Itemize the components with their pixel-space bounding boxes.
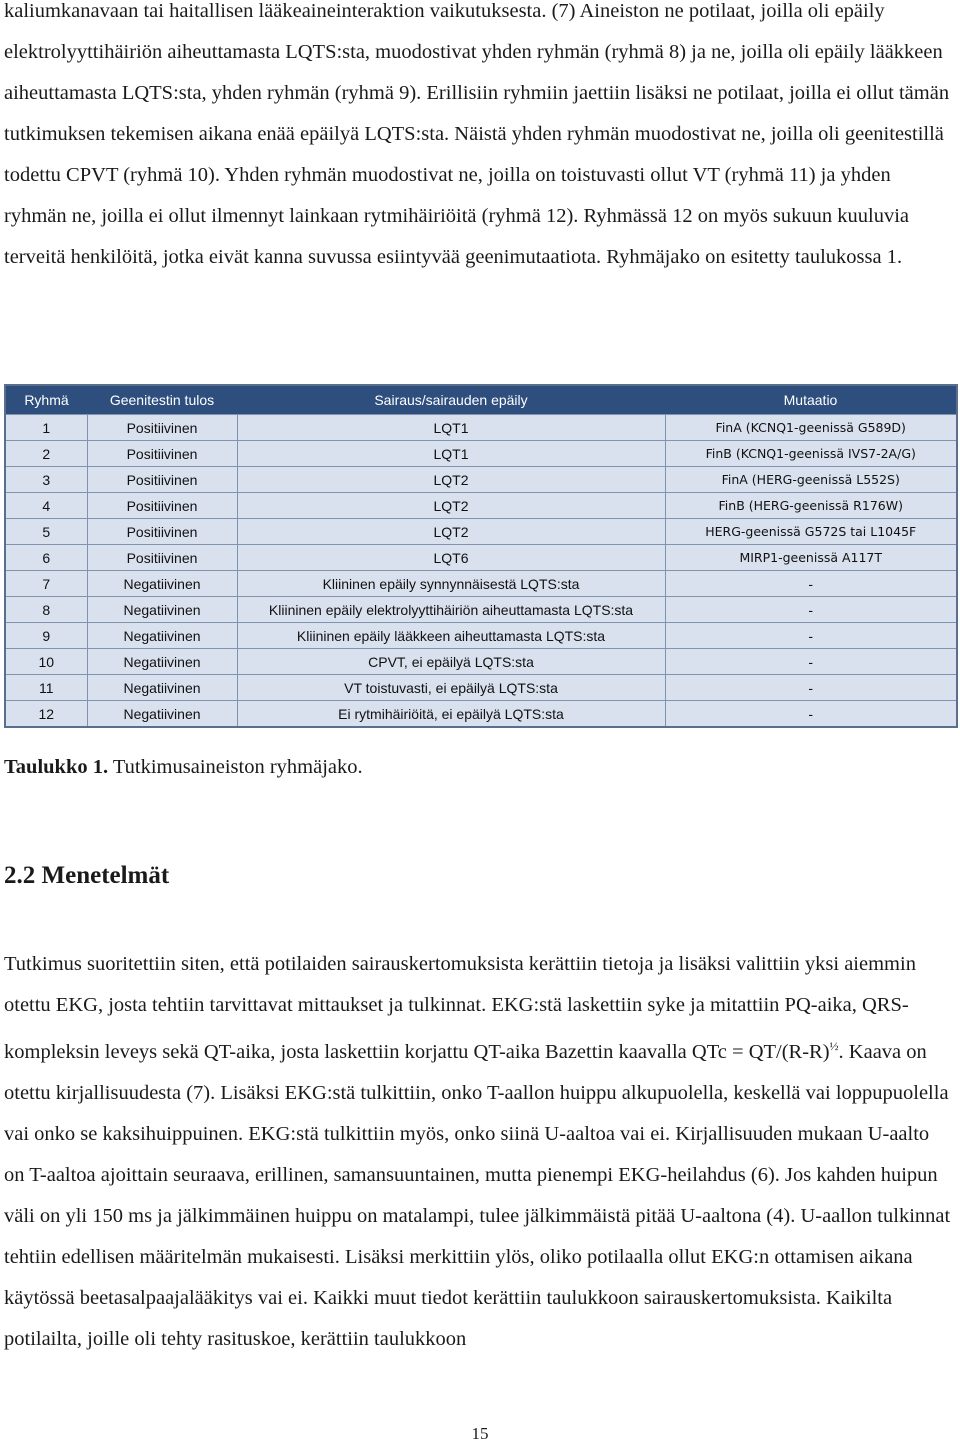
table-row: [5, 623, 957, 649]
cell-sairaus: LQT1: [237, 415, 665, 441]
group-table-container: [4, 384, 956, 728]
methods-text-part2: . Kaava on otettu kirjallisuudesta (7). Lisäksi EKG:stä tulkittiin, onko T-aallon huippu alkupuolella, keskellä vai loppupuolella vai onko se kaksihuippuinen. EKG:stä tulkittiin myös, onko siinä U-aaltoa vai ei. Kirjallisuuden mukaan U-aalto on T-aaltoa ajoittain seuraava, erillinen, samansuuntainen, mutta pienempi EKG-heilahdus (6). Jos kahden huipun väli on yli 150 ms ja jälkimmäinen huippu on matalampi, tulee jälkimmäistä pitää U-aaltona (4). U-aallon tulkinnat tehtiin edellisen määritelmän mukaisesti. Lisäksi merkittiin ylös, oliko potilaalla ollut EKG:n ottamisen aikana käytössä beetasalpaajalääkitys vai ei. Kaikki muut tiedot kerättiin taulukkoon sairauskertomuksista. Kaikilta potilailta, joille oli tehty rasituskoe, kerättiin taulukkoon: [4, 1040, 951, 1350]
cell-ryhma: 8: [5, 597, 87, 623]
cell-ryhma: 12: [5, 701, 87, 728]
table-row: [5, 493, 957, 519]
caption-text: Tutkimusaineiston ryhmäjako.: [108, 756, 363, 778]
header-sairaus: Sairaus/sairauden epäily: [237, 385, 665, 415]
cell-ryhma: 7: [5, 571, 87, 597]
table-row: [5, 415, 957, 441]
table-header-row: [5, 385, 957, 415]
header-mutaatio: Mutaatio: [665, 385, 957, 415]
cell-mutaatio: -: [665, 623, 957, 649]
cell-mutaatio: -: [665, 701, 957, 728]
formula-superscript: ½: [829, 1039, 839, 1053]
cell-mutaatio: HERG-geenissä G572S tai L1045F: [665, 519, 957, 545]
cell-geenitestin-tulos: Negatiivinen: [87, 649, 237, 675]
cell-sairaus: LQT2: [237, 493, 665, 519]
cell-mutaatio: -: [665, 597, 957, 623]
methods-text-part1: Tutkimus suoritettiin siten, että potilaiden sairauskertomuksista kerättiin tietoja ja lisäksi valittiin yksi aiemmin otettu EKG, josta tehtiin tarvittavat mittaukset ja tulkinnat. EKG:stä laskettiin syke ja mitattiin PQ-aika, QRS-kompleksin leveys sekä QT-aika, josta laskettiin korjattu QT-aika Bazettin kaavalla QTc = QT/(R-R): [4, 953, 916, 1063]
cell-sairaus: LQT6: [237, 545, 665, 571]
table-body: [5, 415, 957, 728]
cell-geenitestin-tulos: Negatiivinen: [87, 571, 237, 597]
cell-sairaus: Ei rytmihäiriöitä, ei epäilyä LQTS:sta: [237, 701, 665, 728]
cell-sairaus: LQT1: [237, 441, 665, 467]
table-row: [5, 649, 957, 675]
cell-mutaatio: FinB (KCNQ1-geenissä IVS7-2A/G): [665, 441, 957, 467]
cell-geenitestin-tulos: Negatiivinen: [87, 597, 237, 623]
section-heading: 2.2 Menetelmät: [4, 862, 170, 889]
cell-geenitestin-tulos: Negatiivinen: [87, 675, 237, 701]
cell-geenitestin-tulos: Negatiivinen: [87, 701, 237, 728]
cell-sairaus: Kliininen epäily lääkkeen aiheuttamasta LQTS:sta: [237, 623, 665, 649]
cell-mutaatio: -: [665, 649, 957, 675]
cell-mutaatio: -: [665, 571, 957, 597]
cell-ryhma: 9: [5, 623, 87, 649]
cell-sairaus: LQT2: [237, 519, 665, 545]
cell-mutaatio: FinA (HERG-geenissä L552S): [665, 467, 957, 493]
cell-ryhma: 4: [5, 493, 87, 519]
cell-geenitestin-tulos: Positiivinen: [87, 545, 237, 571]
cell-mutaatio: MIRP1-geenissä A117T: [665, 545, 957, 571]
table-row: [5, 597, 957, 623]
table-row: [5, 467, 957, 493]
cell-mutaatio: -: [665, 675, 957, 701]
table-row: [5, 701, 957, 728]
cell-ryhma: 10: [5, 649, 87, 675]
cell-ryhma: 3: [5, 467, 87, 493]
cell-geenitestin-tulos: Positiivinen: [87, 441, 237, 467]
cell-mutaatio: FinA (KCNQ1-geenissä G589D): [665, 415, 957, 441]
intro-paragraph: kaliumkanavaan tai haitallisen lääkeaineinteraktion vaikutuksesta. (7) Aineiston ne potilaat, joilla oli epäily elektrolyyttihäiriön aiheuttamasta LQTS:sta, muodostivat yhden ryhmän (ryhmä 8) ja ne, joilla oli epäily lääkkeen aiheuttamasta LQTS:sta, yhden ryhmän (ryhmä 9). Erillisiin ryhmiin jaettiin lisäksi ne potilaat, joilla ei ollut tämän tutkimuksen tekemisen aikana enää epäilyä LQTS:sta. Näistä yhden ryhmän muodostivat ne, joilla oli geenitestillä todettu CPVT (ryhmä 10). Yhden ryhmän muodostivat ne, joilla on toistuvasti ollut VT (ryhmä 11) ja yhden ryhmän ne, joilla ei ollut ilmennyt lainkaan rytmihäiriöitä (ryhmä 12). Ryhmässä 12 on myös sukuun kuuluvia terveitä henkilöitä, jotka eivät kanna suvussa esiintyvää geenimutaatiota. Ryhmäjako on esitetty taulukossa 1.: [4, 0, 950, 268]
cell-ryhma: 11: [5, 675, 87, 701]
cell-sairaus: Kliininen epäily elektrolyyttihäiriön aiheuttamasta LQTS:sta: [237, 597, 665, 623]
cell-ryhma: 2: [5, 441, 87, 467]
cell-ryhma: 1: [5, 415, 87, 441]
cell-geenitestin-tulos: Positiivinen: [87, 493, 237, 519]
cell-ryhma: 5: [5, 519, 87, 545]
page-number: 15: [471, 1424, 489, 1443]
cell-ryhma: 6: [5, 545, 87, 571]
methods-paragraph: [4, 944, 952, 1360]
cell-geenitestin-tulos: Positiivinen: [87, 467, 237, 493]
header-geenitestin-tulos: Geenitestin tulos: [87, 385, 237, 415]
cell-sairaus: CPVT, ei epäilyä LQTS:sta: [237, 649, 665, 675]
table-row: [5, 545, 957, 571]
cell-mutaatio: FinB (HERG-geenissä R176W): [665, 493, 957, 519]
caption-label: Taulukko 1.: [4, 756, 109, 778]
group-table: [4, 384, 958, 728]
cell-sairaus: VT toistuvasti, ei epäilyä LQTS:sta: [237, 675, 665, 701]
table-row: [5, 519, 957, 545]
cell-geenitestin-tulos: Negatiivinen: [87, 623, 237, 649]
table-row: [5, 675, 957, 701]
table-caption: [4, 756, 363, 779]
cell-sairaus: LQT2: [237, 467, 665, 493]
header-ryhma: Ryhmä: [5, 385, 87, 415]
cell-sairaus: Kliininen epäily synnynnäisestä LQTS:sta: [237, 571, 665, 597]
cell-geenitestin-tulos: Positiivinen: [87, 415, 237, 441]
cell-geenitestin-tulos: Positiivinen: [87, 519, 237, 545]
table-row: [5, 571, 957, 597]
table-row: [5, 441, 957, 467]
